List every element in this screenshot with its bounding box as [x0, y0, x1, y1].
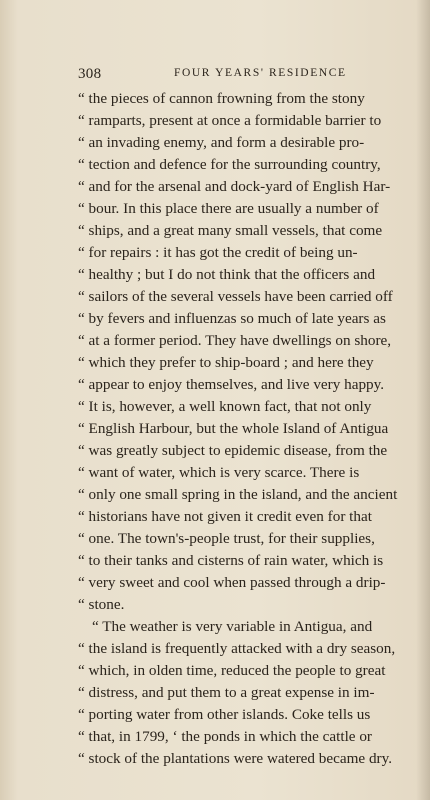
text-line: “ healthy ; but I do not think that the officers and	[78, 266, 376, 283]
text-line: “ sailors of the several vessels have been carried off	[78, 288, 393, 305]
text-line: “ which they prefer to ship-board ; and here they	[78, 354, 374, 371]
text-line: “ ships, and a great many small vessels, that come	[78, 222, 383, 239]
text-line: “ bour. In this place there are usually a number of	[78, 200, 379, 217]
text-line: “ distress, and put them to a great expense in im-	[78, 684, 375, 701]
text-line: “ that, in 1799, ‘ the ponds in which the cattle or	[78, 728, 372, 745]
text-line: “ one. The town's-people trust, for their supplies,	[78, 530, 375, 547]
text-line: “ tection and defence for the surrounding country,	[78, 156, 381, 173]
text-line: “ It is, however, a well known fact, that not only	[78, 398, 372, 415]
text-line: “ the pieces of cannon frowning from the stony	[78, 90, 365, 107]
body-text	[78, 88, 430, 770]
text-line: “ stock of the plantations were watered became dry.	[78, 750, 393, 767]
text-line: “ to their tanks and cisterns of rain water, which is	[78, 552, 384, 569]
text-line: “ appear to enjoy themselves, and live very happy.	[78, 376, 385, 393]
text-line: “ historians have not given it credit even for that	[78, 508, 372, 525]
text-line: “ want of water, which is very scarce. There is	[78, 464, 360, 481]
text-line: “ porting water from other islands. Coke tells us	[78, 706, 371, 723]
text-line: “ only one small spring in the island, and the ancient	[78, 486, 398, 503]
text-line: “ The weather is very variable in Antigua, and	[92, 618, 373, 635]
text-line: “ stone.	[78, 596, 125, 613]
text-line: “ was greatly subject to epidemic disease, from the	[78, 442, 388, 459]
running-title: FOUR YEARS' RESIDENCE	[174, 67, 347, 79]
page-header	[78, 66, 430, 86]
text-line: “ ramparts, present at once a formidable barrier to	[78, 112, 382, 129]
text-line: “ and for the arsenal and dock-yard of English Har-	[78, 178, 391, 195]
text-line: “ an invading enemy, and form a desirable pro-	[78, 134, 365, 151]
text-line: “ English Harbour, but the whole Island of Antigua	[78, 420, 389, 437]
text-line: “ by fevers and influenzas so much of late years as	[78, 310, 386, 327]
text-line: “ which, in olden time, reduced the people to great	[78, 662, 386, 679]
page-number: 308	[78, 66, 102, 82]
text-line: “ for repairs : it has got the credit of being un-	[78, 244, 358, 261]
text-line: “ very sweet and cool when passed through a drip-	[78, 574, 386, 591]
text-line: “ at a former period. They have dwellings on shore,	[78, 332, 392, 349]
text-line: “ the island is frequently attacked with a dry season,	[78, 640, 396, 657]
